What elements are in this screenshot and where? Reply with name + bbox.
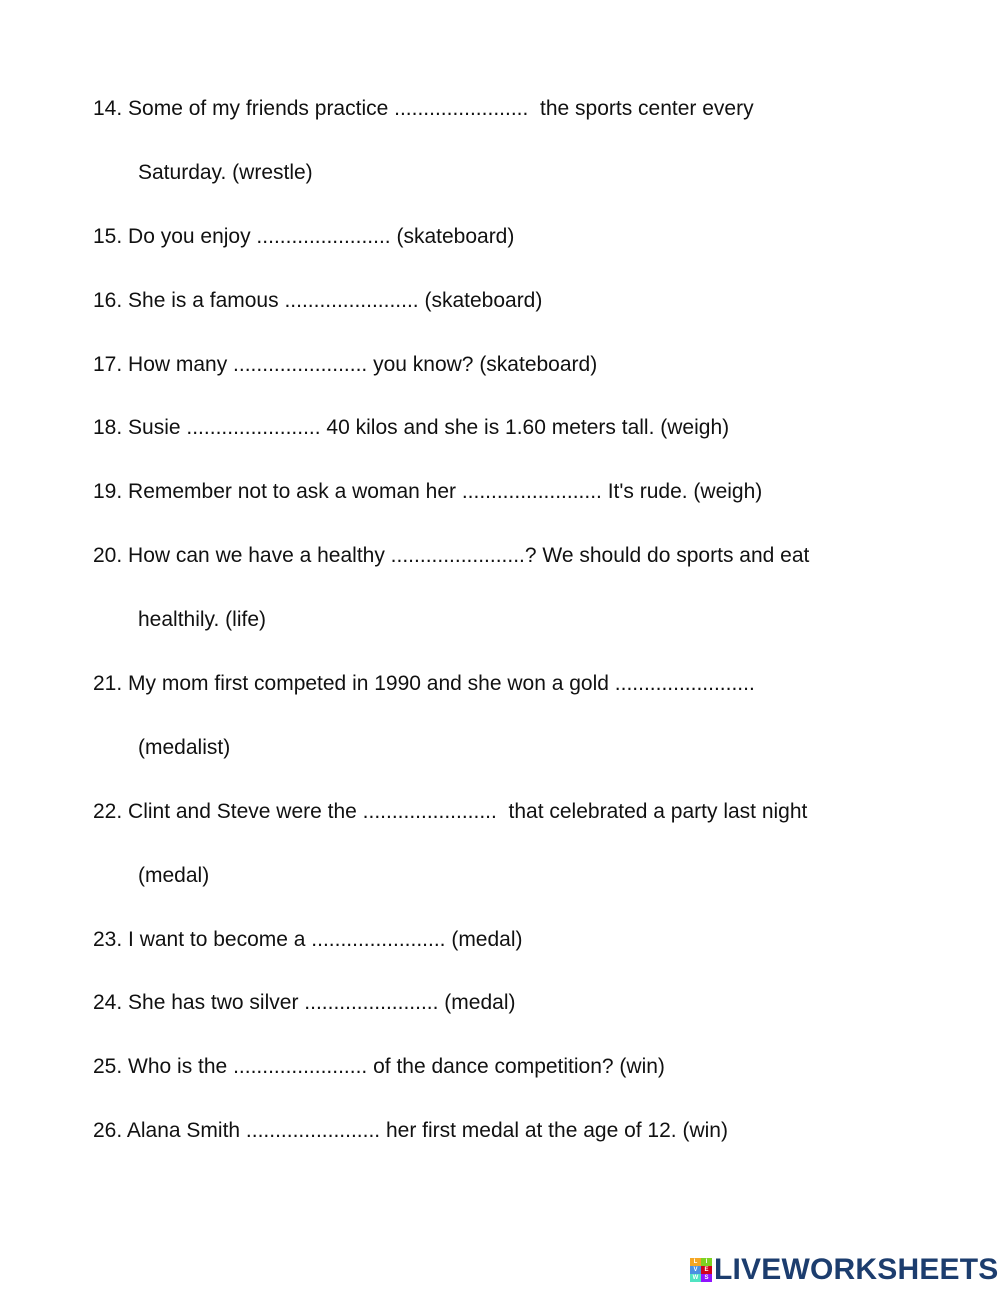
- question-21-line-2: (medalist): [138, 735, 231, 759]
- question-25: 25. Who is the ....................... of the dance competition? (win): [93, 1055, 665, 1079]
- liveworksheets-wordmark: LIVEWORKSHEETS: [714, 1253, 999, 1286]
- question-22-line-1: 22. Clint and Steve were the ....................... that celebrated a party last night: [93, 799, 808, 823]
- question-17: 17. How many ....................... you know? (skateboard): [93, 352, 598, 376]
- question-21-line-1: 21. My mom first competed in 1990 and she won a gold ........................: [93, 672, 755, 696]
- question-16: 16. She is a famous ....................... (skateboard): [93, 288, 543, 312]
- logo-block-l: L: [690, 1258, 701, 1266]
- question-20-line-1: 20. How can we have a healthy .......................? We should do sports and eat: [93, 544, 810, 568]
- question-18: 18. Susie ....................... 40 kilos and she is 1.60 meters tall. (weigh): [93, 416, 730, 440]
- question-22-line-2: (medal): [138, 863, 210, 887]
- question-14-line-2: Saturday. (wrestle): [138, 160, 313, 184]
- question-15: 15. Do you enjoy ....................... (skateboard): [93, 224, 515, 248]
- logo-block-v: V: [690, 1266, 701, 1274]
- logo-block-s: S: [701, 1274, 712, 1282]
- question-19: 19. Remember not to ask a woman her ........................ It's rude. (weigh): [93, 480, 763, 504]
- worksheet-exercise: [93, 92, 953, 1178]
- question-24: 24. She has two silver ....................... (medal): [93, 991, 516, 1015]
- logo-block-e: E: [701, 1266, 712, 1274]
- question-23: 23. I want to become a ....................... (medal): [93, 927, 523, 951]
- logo-block-w: W: [690, 1274, 701, 1282]
- liveworksheets-logo-icon: [690, 1258, 712, 1282]
- logo-block-i: I: [701, 1258, 712, 1266]
- liveworksheets-logo: [690, 1253, 999, 1287]
- question-14-line-1: 14. Some of my friends practice ....................... the sports center every: [93, 97, 754, 120]
- question-26: 26. Alana Smith ....................... her first medal at the age of 12. (win): [93, 1119, 728, 1143]
- question-20-line-2: healthily. (life): [138, 608, 266, 632]
